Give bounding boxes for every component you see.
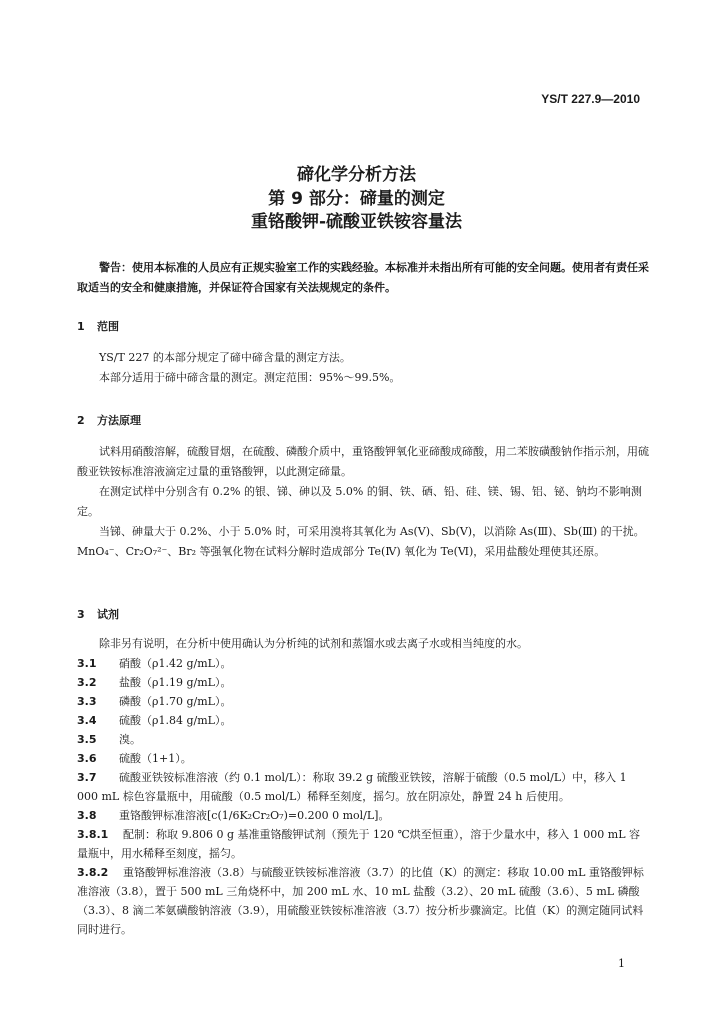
section-principle bbox=[77, 412, 649, 562]
page-number: 1 bbox=[618, 957, 625, 970]
paragraph: 试料用硝酸溶解，硫酸冒烟，在硫酸、磷酸介质中，重铬酸钾氧化亚碲酸成碲酸，用二苯胺磺酸钠作指示剂，用硫酸亚铁铵标准溶液滴定过量的重铬酸钾，以此测定碲量。 bbox=[77, 445, 649, 478]
section-heading bbox=[77, 606, 649, 622]
reagent-item: 3.8.2 重铬酸钾标准溶液（3.8）与硫酸亚铁铵标准溶液（3.7）的比值（K）的测定：移取 10.00 mL 重铬酸钾标准溶液（3.8），置于 500 mL 三角烧杯中，加 200 mL 水、10 mL 盐酸（3.2）、20 mL 硫酸（3.6）、5 mL 磷酸（3.3）、8 滴二苯氨磺酸钠溶液（3.9），用硫酸亚铁铵标准溶液（3.7）按分析步骤滴定。比值（K）的测定随同试料同时进行。 bbox=[77, 866, 644, 936]
section-reagents bbox=[77, 606, 649, 939]
section-number: 1 bbox=[77, 320, 85, 333]
paragraph: 当锑、砷量大于 0.2%、小于 5.0% 时，可采用溴将其氧化为 As(Ⅴ)、Sb(Ⅴ)，以消除 As(Ⅲ)、Sb(Ⅲ) 的干扰。MnO₄⁻、Cr₂O₇²⁻、Br₂ 等强氧化物在试料分解时造成部分 Te(Ⅳ) 氧化为 Te(Ⅵ)，采用盐酸处理使其还原。 bbox=[77, 525, 645, 558]
paragraph: 在测定试样中分别含有 0.2% 的银、锑、砷以及 5.0% 的铜、铁、硒、铅、硅、镁、锡、铝、铋、钠均不影响测定。 bbox=[77, 485, 642, 518]
reagent-item: 3.5 溴。 bbox=[77, 733, 141, 746]
title-line-3: 重铬酸钾-硫酸亚铁铵容量法 bbox=[250, 212, 463, 232]
title-line-1: 碲化学分析方法 bbox=[297, 165, 416, 185]
reagent-item: 3.4 硫酸（ρ1.84 g/mL）。 bbox=[77, 714, 232, 727]
section-heading bbox=[77, 318, 649, 334]
section-title: 试剂 bbox=[97, 608, 119, 621]
reagent-item: 3.2 盐酸（ρ1.19 g/mL）。 bbox=[77, 676, 232, 689]
paragraph: 本部分适用于碲中碲含量的测定。测定范围：95%～99.5%。 bbox=[99, 371, 401, 384]
reagent-item: 3.8.1 配制：称取 9.806 0 g 基准重铬酸钾试剂（预先于 120 ℃烘至恒重），溶于少量水中，移入 1 000 mL 容量瓶中，用水稀释至刻度，摇匀。 bbox=[77, 828, 641, 860]
reagent-item: 3.8 重铬酸钾标准溶液[c(1/6K₂Cr₂O₇)=0.200 0 mol/L]。 bbox=[77, 809, 390, 822]
reagent-item: 3.1 硝酸（ρ1.42 g/mL）。 bbox=[77, 657, 232, 670]
title-line-2: 第 9 部分：碲量的测定 bbox=[268, 189, 445, 209]
paragraph: 除非另有说明，在分析中使用确认为分析纯的试剂和蒸馏水或去离子水或相当纯度的水。 bbox=[99, 637, 528, 650]
section-scope bbox=[77, 318, 649, 388]
reagent-item: 3.6 硫酸（1+1）。 bbox=[77, 752, 192, 765]
section-title: 范围 bbox=[97, 320, 119, 333]
paragraph: YS/T 227 的本部分规定了碲中碲含量的测定方法。 bbox=[99, 351, 351, 364]
section-number: 2 bbox=[77, 414, 85, 427]
section-heading bbox=[77, 412, 649, 428]
section-number: 3 bbox=[77, 608, 85, 621]
warning-text: 警告：使用本标准的人员应有正规实验室工作的实践经验。本标准并未指出所有可能的安全问题。使用者有责任采取适当的安全和健康措施，并保证符合国家有关法规规定的条件。 bbox=[77, 261, 649, 294]
section-title: 方法原理 bbox=[97, 414, 141, 427]
reagent-item: 3.7 硫酸亚铁铵标准溶液（约 0.1 mol/L）：称取 39.2 g 硫酸亚铁铵，溶解于硫酸（0.5 mol/L）中，移入 1 000 mL 棕色容量瓶中，用硫酸（0.5 mol/L）稀释至刻度，摇匀。放在阴凉处，静置 24 h 后使用。 bbox=[77, 771, 627, 803]
standard-code: YS/T 227.9—2010 bbox=[541, 92, 640, 106]
reagent-item: 3.3 磷酸（ρ1.70 g/mL）。 bbox=[77, 695, 232, 708]
